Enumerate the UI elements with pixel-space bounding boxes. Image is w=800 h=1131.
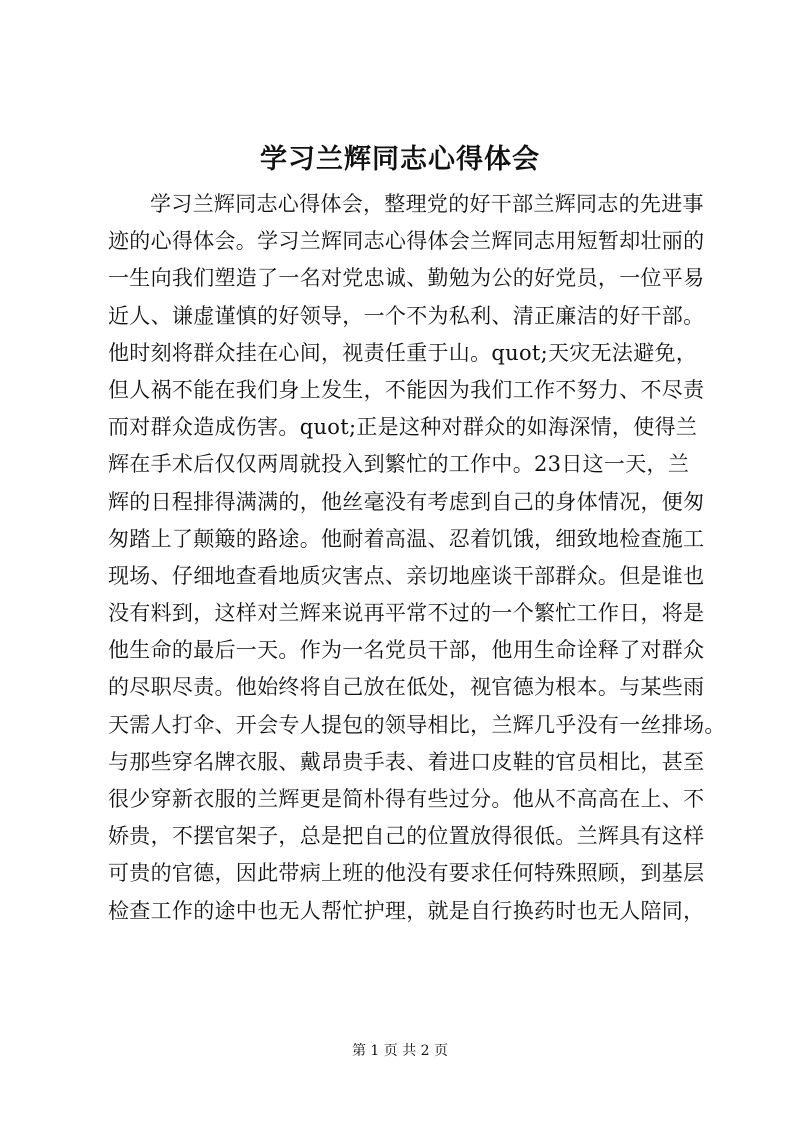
text-line: 与那些穿名牌衣服、戴昂贵手表、着进口皮鞋的官员相比，甚至 [108,749,705,774]
text-line: 学习兰辉同志心得体会，整理党的好干部兰辉同志的先进事 [150,192,704,216]
text-line: 娇贵，不摆官架子，总是把自己的位置放得很低。兰辉具有这样 [108,824,705,849]
text-line: 天需人打伞、开会专人提包的领导相比，兰辉几乎没有一丝排场。 [108,712,726,737]
text-line: 匆踏上了颠簸的路途。他耐着高温、忍着饥饿，细致地检查施工 [108,526,705,551]
text-line: 的尽职尽责。他始终将自己放在低处，视官德为根本。与某些雨 [108,675,705,700]
body-text [108,186,726,930]
page-number: 第 1 页 共 2 页 [351,1043,449,1059]
text-line: 但人祸不能在我们身上发生，不能因为我们工作不努力、不尽责 [108,377,705,402]
text-line: 近人、谦虚谨慎的好领导，一个不为私利、清正廉洁的好干部。 [108,303,705,328]
text-line: 可贵的官德，因此带病上班的他没有要求任何特殊照顾，到基层 [108,861,705,886]
text-line: 辉的日程排得满满的，他丝毫没有考虑到自己的身体情况，便匆 [108,489,705,514]
text-line: 检查工作的途中也无人帮忙护理，就是自行换药时也无人陪同， [108,898,705,923]
text-line: 现场、仔细地查看地质灾害点、亲切地座谈干部群众。但是谁也 [108,563,705,588]
page-title: 学习兰辉同志心得体会 [260,144,540,175]
text-line: 迹的心得体会。学习兰辉同志心得体会兰辉同志用短暂却壮丽的 [108,229,705,254]
text-line: 一生向我们塑造了一名对党忠诚、勤勉为公的好党员，一位平易 [108,266,705,291]
text-line: 辉在手术后仅仅两周就投入到繁忙的工作中。23日这一天，兰 [108,452,690,477]
text-line: 他时刻将群众挂在心间，视责任重于山。quot;天灾无法避免， [108,340,698,365]
text-line: 他生命的最后一天。作为一名党员干部，他用生命诠释了对群众 [108,638,705,663]
text-line: 很少穿新衣服的兰辉更是简朴得有些过分。他从不高高在上、不 [108,787,705,811]
text-line: 没有料到，这样对兰辉来说再平常不过的一个繁忙工作日，将是 [108,601,705,626]
text-line: 而对群众造成伤害。quot;正是这种对群众的如海深情，使得兰 [108,415,698,440]
